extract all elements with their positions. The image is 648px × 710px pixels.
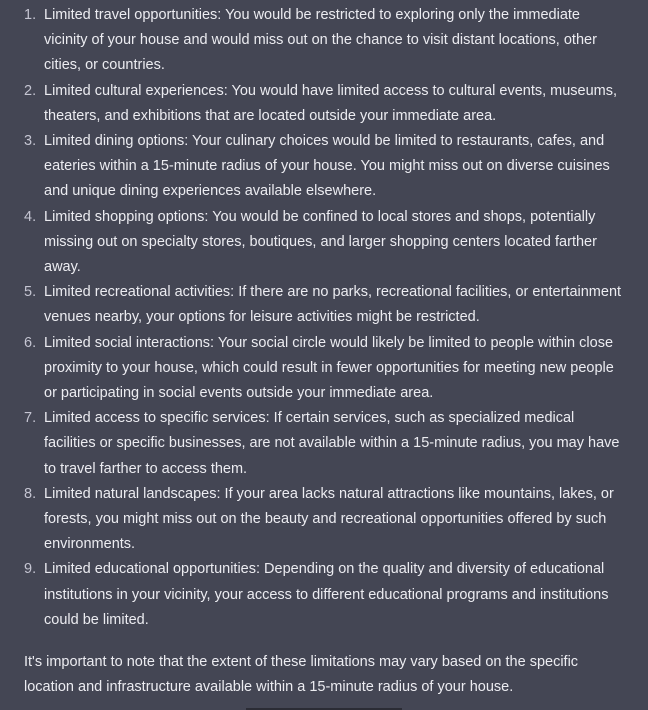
list-item (24, 280, 624, 330)
list-item (24, 406, 624, 482)
list-item-number: 7. (24, 410, 37, 427)
list-item (24, 205, 624, 281)
list-item-number: 2. (24, 82, 37, 99)
list-item-text: Limited educational opportunities: Depending on the quality and diversity of educational institutions in your vicinity, your access to different educational programs and institutions could be limited. (44, 561, 609, 628)
list-item (24, 482, 624, 558)
list-item (24, 557, 624, 633)
list-item-number: 8. (24, 485, 37, 502)
list-item-number: 6. (24, 334, 37, 351)
assistant-message (0, 3, 648, 700)
list-item-number: 5. (24, 284, 37, 301)
list-item (24, 79, 624, 129)
list-item-text: Limited dining options: Your culinary choices would be limited to restaurants, cafes, and eateries within a 15-minute radius of your house. You might miss out on diverse cuisines and unique dining experiences available elsewhere. (44, 133, 610, 200)
list-item-text: Limited social interactions: Your social circle would likely be limited to people within close proximity to your house, which could result in fewer opportunities for meeting new people or participating in social events outside your immediate area. (44, 334, 614, 402)
limitations-list (24, 3, 624, 633)
list-item-text: Limited recreational activities: If there are no parks, recreational facilities, or entertainment venues nearby, your options for leisure activities might be restricted. (44, 284, 622, 326)
list-item (24, 129, 624, 205)
list-item-number: 9. (24, 561, 37, 578)
list-item-number: 3. (24, 133, 37, 150)
list-item-text: Limited shopping options: You would be confined to local stores and shops, potentially missing out on specialty stores, boutiques, and larger shopping centers located farther away. (44, 208, 597, 276)
list-item-number: 1. (24, 7, 37, 23)
list-item (24, 3, 624, 79)
closing-paragraph: It's important to note that the extent of these limitations may vary based on the specific location and infrastructure available within a 15-minute radius of your house. (24, 654, 579, 696)
list-item-text: Limited cultural experiences: You would have limited access to cultural events, museums, theaters, and exhibitions that are located outside your immediate area. (44, 82, 618, 124)
list-item-number: 4. (24, 208, 37, 225)
list-item-text: Limited natural landscapes: If your area lacks natural attractions like mountains, lakes, or forests, you might miss out on the beauty and recreational opportunities offered by such environments. (44, 485, 614, 553)
list-item (24, 331, 624, 407)
list-item-text: Limited travel opportunities: You would be restricted to exploring only the immediate vicinity of your house and would miss out on the chance to visit distant locations, other cities, or countries. (44, 7, 597, 74)
list-item-text: Limited access to specific services: If certain services, such as specialized medical facilities or specific businesses, are not available within a 15-minute radius, you may have to travel farther to access them. (44, 410, 620, 477)
